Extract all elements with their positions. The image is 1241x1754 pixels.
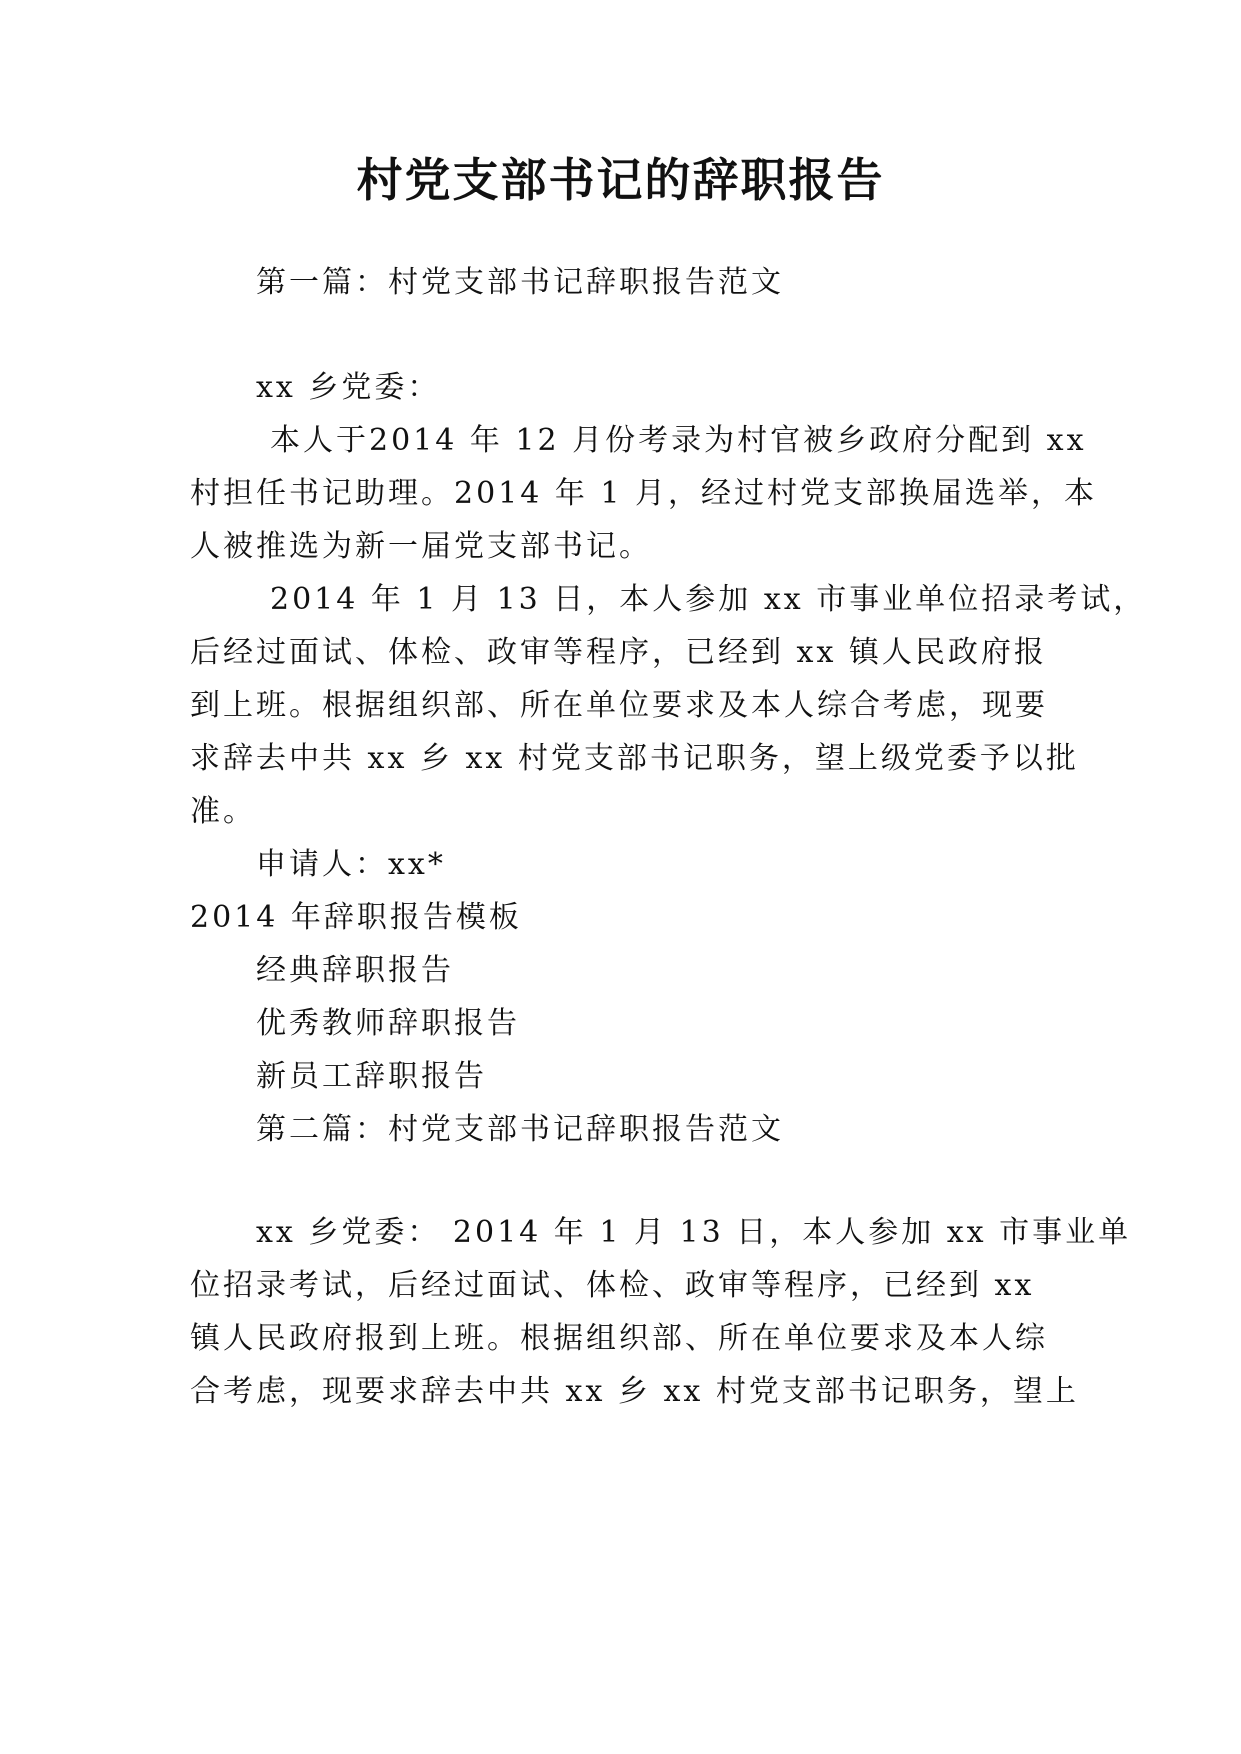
para1-line-2: 村担任书记助理。2014 年 1 月，经过村党支部换届选举，本 <box>190 476 1098 511</box>
para2-line-2: 后经过面试、体检、政审等程序，已经到 xx 镇人民政府报 <box>190 635 1047 670</box>
para2-line-5: 准。 <box>190 794 256 829</box>
para2-line-4: 求辞去中共 xx 乡 xx 村党支部书记职务，望上级党委予以批 <box>190 741 1079 776</box>
para3-line-2: 位招录考试，后经过面试、体检、政审等程序，已经到 xx <box>190 1268 1035 1303</box>
applicant-line: 申请人：xx* <box>256 847 446 882</box>
related-link-3[interactable]: 新员工辞职报告 <box>256 1059 487 1094</box>
document-title: 村党支部书记的辞职报告 <box>356 153 885 207</box>
para3-line-3: 镇人民政府报到上班。根据组织部、所在单位要求及本人综 <box>190 1321 1048 1356</box>
para3-line-1: xx 乡党委： 2014 年 1 月 13 日，本人参加 xx 市事业单 <box>256 1215 1132 1250</box>
para3-line-4: 合考虑，现要求辞去中共 xx 乡 xx 村党支部书记职务，望上 <box>190 1374 1079 1409</box>
section2-heading: 第二篇：村党支部书记辞职报告范文 <box>256 1112 784 1147</box>
para1-line-3: 人被推选为新一届党支部书记。 <box>190 529 652 564</box>
related-heading: 2014 年辞职报告模板 <box>190 900 522 935</box>
salutation-1: xx 乡党委： <box>256 370 441 405</box>
para2-line-3: 到上班。根据组织部、所在单位要求及本人综合考虑，现要 <box>190 688 1048 723</box>
section1-heading: 第一篇：村党支部书记辞职报告范文 <box>256 265 784 300</box>
related-link-1[interactable]: 经典辞职报告 <box>256 953 454 988</box>
related-link-2[interactable]: 优秀教师辞职报告 <box>256 1006 520 1041</box>
para1-line-1: 本人于2014 年 12 月份考录为村官被乡政府分配到 xx <box>270 423 1087 458</box>
para2-line-1: 2014 年 1 月 13 日，本人参加 xx 市事业单位招录考试， <box>270 582 1147 617</box>
